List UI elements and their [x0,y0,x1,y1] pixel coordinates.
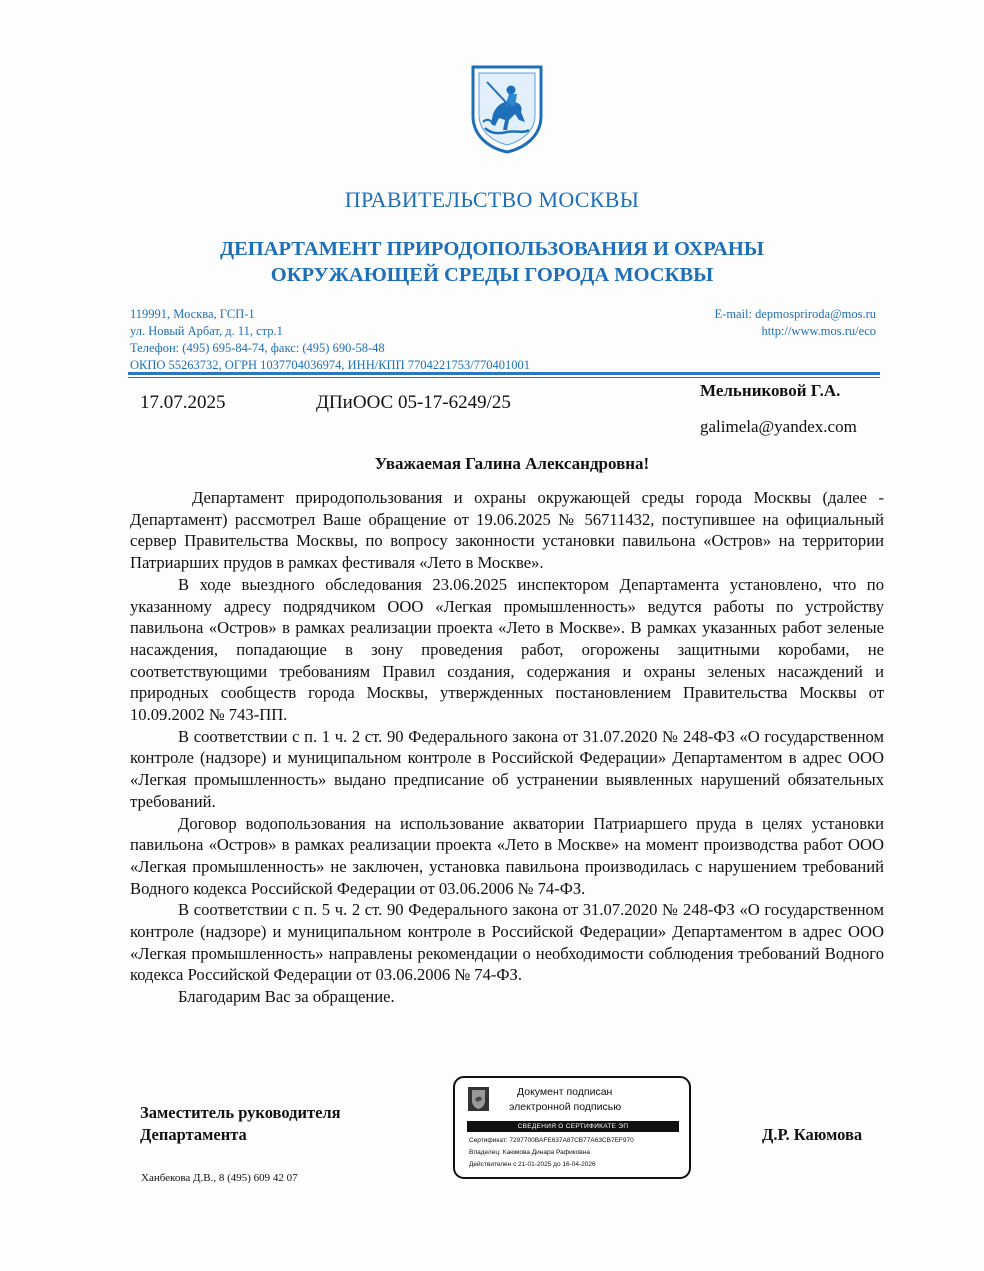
body-paragraph: В соответствии с п. 1 ч. 2 ст. 90 Федерального закона от 31.07.2020 № 248-ФЗ «О государственном контроле (надзоре) и муниципальном контроле в Российской Федерации» Департаментом в адрес ООО «Легкая промышленность» выдано предписание об устранении выявленных нарушений обязательных требований. [130,726,884,811]
executor-info: Ханбекова Д.В., 8 (495) 609 42 07 [141,1172,298,1184]
body-paragraph: Департамент природопользования и охраны окружающей среды города Москвы (далее - Департамент) рассмотрел Ваше обращение от 19.06.2025 № 56711432, поступившее на официальный сервер Правительства Москвы, по вопросу законности установки павильона «Остров» на территории Патриарших прудов в рамках фестиваля «Лето в Москве». [130,488,884,573]
recipient-email: galimela@yandex.com [700,417,857,436]
phone-line: Телефон: (495) 695-84-74, факс: (495) 690-58-48 [130,341,385,355]
electronic-contacts [715,306,876,340]
body-paragraph: Договор водопользования на использование акватории Патриаршего пруда в целях установки павильона «Остров» в рамках реализации проекта «Лето в Москве» на момент производства работ ООО «Легкая промышленность» не заключен, установка павильона производилась с нарушением требований Водного кодекса Российской Федерации от 03.06.2006 № 74-ФЗ. [130,813,884,898]
body-paragraph: В соответствии с п. 5 ч. 2 ст. 90 Федерального закона от 31.07.2020 № 248-ФЗ «О государственном контроле (надзоре) и муниципальном контроле в Российской Федерации» Департаментом в адрес ООО «Легкая промышленность» направлены рекомендации о необходимости соблюдения требований Водного кодекса Российской Федерации от 03.06.2006 № 74-ФЗ. [130,900,884,985]
greeting: Уважаемая Галина Александровна! [374,454,650,473]
government-title: ПРАВИТЕЛЬСТВО МОСКВЫ [344,187,640,212]
stamp-subheading: электронной подписью [509,1101,622,1113]
codes-line: ОКПО 55263732, ОГРН 1037704036974, ИНН/КПП 7704221753/770401001 [130,358,530,372]
moscow-coat-of-arms-icon [469,64,545,154]
signatory-name: Д.Р. Каюмова [762,1125,863,1144]
stamp-heading: Документ подписан [517,1086,613,1098]
body-paragraph: Благодарим Вас за обращение. [178,987,395,1007]
address-line: ул. Новый Арбат, д. 11, стр.1 [130,324,283,338]
stamp-validity: Действителен с 21-01-2025 до 16-04-2026 [469,1161,596,1168]
body-paragraph: В ходе выездного обследования 23.06.2025 инспектором Департамента установлено, что по указанному адресу подрядчиком ООО «Легкая промышленность» ведутся работы по устройству павильона «Остров» в рамках реализации проекта «Лето в Москве». В рамках указанных работ зеленые насаждения, попадающие в зону проведения работ, огорожены защитными коробами, не соответствующими требованиям Правил создания, содержания и охраны зеленых насаждений и природных сообществ города Москвы, утвержденных постановлением Правительства Москвы от 10.09.2002 № 743-ПП. [130,574,884,725]
letter-body [130,487,884,1008]
letter-date: 17.07.2025 [140,392,226,413]
registration-number: ДПиООС 05-17-6249/25 [316,392,511,413]
department-title-line2: ОКРУЖАЮЩЕЙ СРЕДЫ ГОРОДА МОСКВЫ [270,264,714,286]
signatory-title-line1: Заместитель руководителя [140,1103,341,1122]
stamp-certificate-bar: СВЕДЕНИЯ О СЕРТИФИКАТЕ ЭП [467,1121,679,1132]
recipient-name: Мельниковой Г.А. [700,381,841,400]
email-contact: E-mail: depmospriroda@mos.ru [714,307,876,321]
department-title [0,236,984,288]
stamp-owner: Владелец: Каюмова Динара Рафиковна [469,1149,590,1156]
department-title-line1: ДЕПАРТАМЕНТ ПРИРОДОПОЛЬЗОВАНИЯ И ОХРАНЫ [219,238,764,260]
stamp-emblem-icon [468,1087,489,1111]
address-line: 119991, Москва, ГСП-1 [130,307,255,321]
electronic-signature-stamp [453,1076,691,1179]
header-divider [128,372,880,375]
website-link[interactable]: http://www.mos.ru/eco [761,324,876,338]
signatory-title [140,1102,341,1146]
header-divider-thin [128,377,880,378]
stamp-certificate: Сертификат: 7297700BAFE637A87CB77A63CB7EF970 [469,1137,634,1144]
postal-address [130,306,530,374]
signatory-title-line2: Департамента [140,1125,247,1144]
